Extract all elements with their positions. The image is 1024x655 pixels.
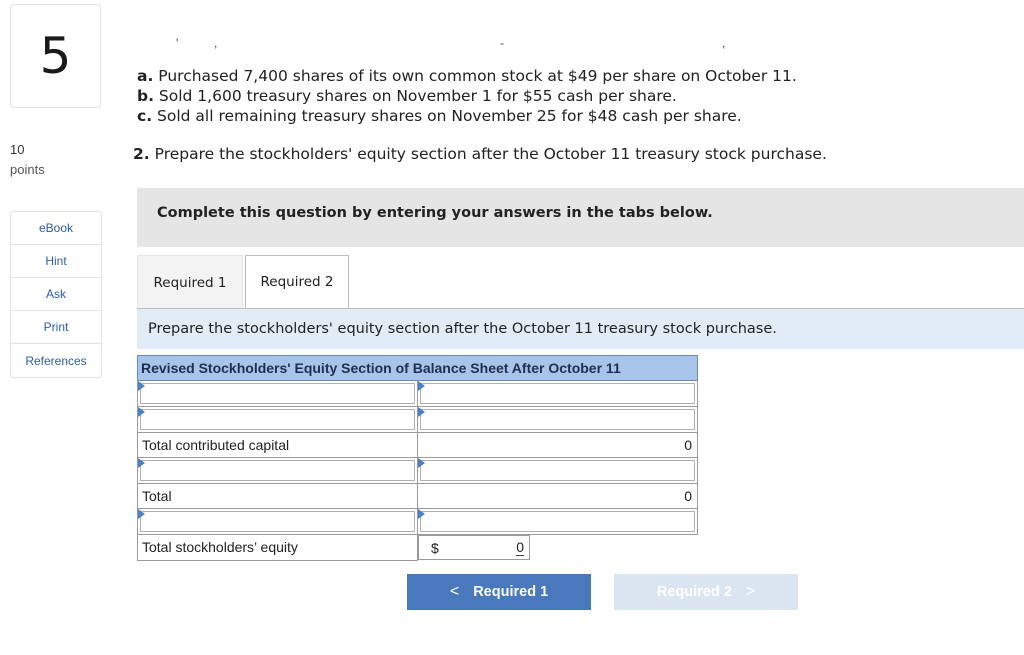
- total-stockholders-equity-cell: [418, 535, 530, 560]
- instructions-banner: Complete this question by entering your answers in the tabs below.: [137, 188, 1024, 247]
- requirement-2-prompt: 2. Prepare the stockholders' equity section after the October 11 treasury stock purchase.: [133, 145, 827, 163]
- tab-required-1[interactable]: Required 1: [137, 255, 243, 309]
- points-value: 10: [10, 142, 25, 157]
- problem-line-c: c. Sold all remaining treasury shares on November 25 for $48 cash per share.: [137, 107, 742, 125]
- print-link[interactable]: Print: [11, 311, 101, 344]
- problem-line-a: a. Purchased 7,400 shares of its own common stock at $49 per share on October 11.: [137, 67, 797, 85]
- table-row: [138, 458, 698, 484]
- total-contributed-capital-value: 0: [418, 433, 698, 458]
- table-row: [138, 433, 698, 458]
- chevron-left-icon: <: [449, 583, 460, 600]
- account-select-3[interactable]: [140, 460, 415, 481]
- table-row: [138, 381, 698, 407]
- tab-required-2[interactable]: Required 2: [245, 255, 349, 309]
- account-select-4[interactable]: [140, 511, 415, 532]
- total-stockholders-equity-value: 0: [516, 539, 524, 555]
- hint-link[interactable]: Hint: [11, 245, 101, 278]
- account-select-2[interactable]: [140, 409, 415, 430]
- worksheet-title: Revised Stockholders' Equity Section of Balance Sheet After October 11: [138, 356, 698, 381]
- account-select-1[interactable]: [140, 383, 415, 404]
- input-marker-icon: [418, 458, 425, 468]
- dropdown-arrow-icon: [138, 458, 145, 468]
- table-row: [138, 407, 698, 433]
- previous-button-label: Required 1: [473, 584, 549, 600]
- currency-symbol: $: [431, 539, 439, 556]
- input-marker-icon: [418, 509, 425, 519]
- total-contributed-capital-label: Total contributed capital: [138, 433, 418, 458]
- dropdown-arrow-icon: [138, 509, 145, 519]
- input-marker-icon: [418, 407, 425, 417]
- total-stockholders-equity-label: Total stockholders’ equity: [138, 535, 418, 561]
- dropdown-arrow-icon: [138, 381, 145, 391]
- table-row: [138, 484, 698, 509]
- tab-instruction: Prepare the stockholders' equity section after the October 11 treasury stock purchase.: [137, 309, 1024, 349]
- next-button-label: Required 2: [656, 584, 732, 600]
- input-marker-icon: [418, 381, 425, 391]
- ebook-link[interactable]: eBook: [11, 212, 101, 245]
- question-number: 5: [10, 4, 101, 108]
- amount-input-4[interactable]: [420, 511, 695, 532]
- next-required-button: [614, 574, 798, 610]
- dropdown-arrow-icon: [138, 407, 145, 417]
- amount-input-2[interactable]: [420, 409, 695, 430]
- previous-required-button[interactable]: [407, 574, 591, 610]
- amount-input-3[interactable]: [420, 460, 695, 481]
- problem-statement: [137, 66, 797, 126]
- amount-input-1[interactable]: [420, 383, 695, 404]
- references-link[interactable]: References: [25, 353, 87, 368]
- total-label: Total: [138, 484, 418, 509]
- ask-link[interactable]: Ask: [11, 278, 101, 311]
- table-row: [138, 535, 698, 561]
- equity-worksheet: [137, 355, 698, 561]
- chevron-right-icon: >: [745, 583, 756, 600]
- points-label: points: [10, 162, 45, 177]
- total-value: 0: [418, 484, 698, 509]
- resource-menu: [10, 211, 102, 378]
- table-row: [138, 509, 698, 535]
- problem-line-b: b. Sold 1,600 treasury shares on November 1 for $55 cash per share.: [137, 87, 677, 105]
- clipped-text-remnant: ' , - ,: [176, 36, 726, 50]
